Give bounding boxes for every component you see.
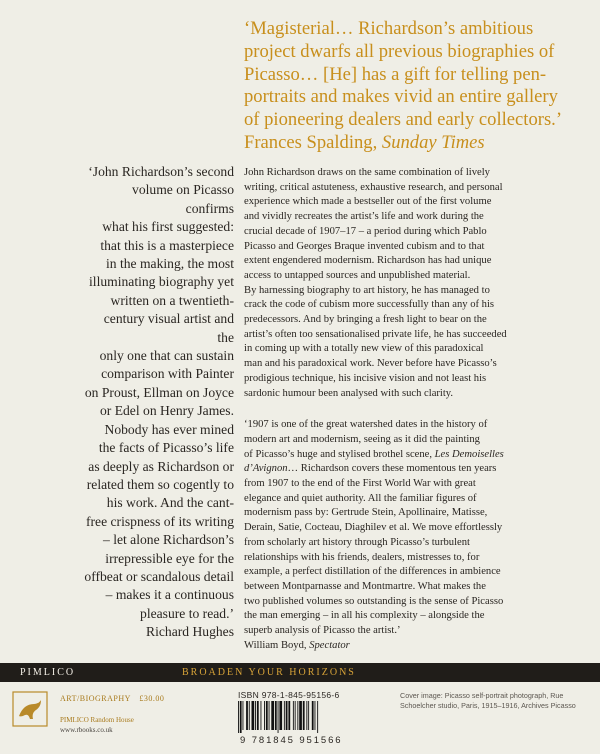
quote-line: the facts of Picasso’s life <box>98 440 234 456</box>
text-line <box>244 448 574 463</box>
barcode-number: 9 781845 951566 <box>240 735 343 746</box>
quote-line: portraits and makes vivid an entire gallery <box>244 86 558 108</box>
quote-line: only one that can sustain <box>99 348 234 364</box>
barcode-bar <box>255 701 256 730</box>
quote-line: – let alone Richardson’s <box>103 532 234 548</box>
description-paragraph <box>244 166 574 401</box>
text-line: Picasso and Georges Braque invented cubism and to that <box>244 240 485 252</box>
bird-logo-icon <box>12 691 48 727</box>
text-line: crack the code of cubism more successfully than any of his <box>244 299 495 311</box>
book-category: ART/BIOGRAPHY <box>60 694 131 703</box>
text-line: predecessors. And by bringing a fresh light to bear on the <box>244 314 487 326</box>
text-line: artist’s often too sensationalised private life, he has succeeded <box>244 328 507 340</box>
barcode-bar <box>243 701 244 730</box>
quote-line: or Edel on Henry James. <box>99 403 234 419</box>
quote-line: pleasure to read.’ <box>140 605 234 621</box>
publisher-website: www.rbooks.co.uk <box>60 726 113 734</box>
quote-line: as deeply as Richardson or <box>88 458 234 474</box>
spectator-review-quote <box>244 418 574 653</box>
quote-line: of pioneering dealers and early collectors.’ <box>244 109 563 131</box>
quote-line: free crispness of its writing <box>86 513 234 529</box>
quote-source: Spectator <box>309 639 350 651</box>
barcode-bar <box>303 701 305 730</box>
barcode-bar <box>306 701 307 730</box>
category-and-price <box>60 694 170 703</box>
barcode-bar <box>286 701 288 730</box>
publisher-line: PIMLICO Random House <box>60 716 134 724</box>
lead-review-quote <box>244 18 580 155</box>
text-line: and vividly recreates the artist’s life and work during the <box>244 211 484 223</box>
quote-attribution <box>244 639 574 654</box>
barcode-bar <box>257 701 259 730</box>
text-line <box>244 462 574 477</box>
barcode-bar <box>266 701 268 730</box>
barcode-bar <box>261 701 262 730</box>
text-line: two published volumes so outstanding is the sense of Picasso <box>244 595 504 607</box>
quote-line: his work. And the cant- <box>106 495 234 511</box>
quote-line: ‘Magisterial… Richardson’s ambitious <box>244 18 534 39</box>
text-line: extent engendered modernism. Richardson has had unique <box>244 255 492 267</box>
barcode-bar <box>279 701 282 730</box>
barcode-bar <box>264 701 265 730</box>
text-line: between Montparnasse and Montmartre. What makes the <box>244 580 486 592</box>
text-line: prodigious technique, his incisive vision and not least his <box>244 372 487 384</box>
publisher-band <box>0 663 600 682</box>
barcode-bar <box>238 701 239 733</box>
text-line: By harnessing biography to art history, he has managed to <box>244 284 490 296</box>
quote-line: in the making, the most <box>106 256 234 272</box>
text-line: from 1907 to the end of the First World War with great <box>244 478 476 490</box>
quote-source: Sunday Times <box>381 131 485 153</box>
barcode-bar <box>278 701 279 733</box>
publisher-name: PIMLICO <box>20 667 76 678</box>
barcode-bar <box>284 701 285 730</box>
book-description <box>244 166 574 654</box>
left-review-quote <box>84 163 234 642</box>
quote-line: written on a twentieth- <box>110 292 234 308</box>
barcode-bar <box>297 701 298 730</box>
text-line: the man emerging – in all his complexity – alongside the <box>244 610 485 622</box>
quote-line: Nobody has ever mined <box>104 421 234 437</box>
quote-attribution <box>244 132 580 155</box>
barcode-bar <box>308 701 309 730</box>
quote-line: that this is a masterpiece <box>100 237 234 253</box>
barcode-bar <box>317 701 318 733</box>
barcode-bar <box>240 701 242 733</box>
text-line: from scholarly art history through Picasso’s turbulent <box>244 536 470 548</box>
text-line: superb analysis of Picasso the artist.’ <box>244 625 401 637</box>
quote-line: comparison with Painter <box>101 366 234 382</box>
text-line: experience which made a bestseller out of the first volume <box>244 196 492 208</box>
barcode-bar <box>288 701 290 730</box>
text-line: modernism pass by: Gertrude Stein, Apollinaire, Matisse, <box>244 507 488 519</box>
book-price: £30.00 <box>139 694 165 703</box>
barcode-bar <box>312 701 314 730</box>
quote-author: William Boyd, <box>244 639 310 651</box>
barcode-bar <box>252 701 255 730</box>
isbn-label: ISBN 978-1-845-95156-6 <box>238 690 340 700</box>
quote-line: project dwarfs all previous biographies of <box>244 40 555 62</box>
book-title-italic: d’Avignon <box>244 463 288 475</box>
barcode-bar <box>249 701 250 730</box>
text-line: modern art and modernism, seeing as it did the painting <box>244 433 480 445</box>
quote-line: related them so cogently to <box>86 476 234 492</box>
quote-line: illuminating biography yet <box>89 274 234 290</box>
book-title-italic: Les Demoiselles <box>434 448 504 460</box>
barcode-bar <box>293 701 294 730</box>
barcode-bar <box>275 701 277 730</box>
barcode-bar <box>269 701 270 730</box>
barcode-bar <box>271 701 274 730</box>
quote-line: ‘John Richardson’s second <box>88 164 234 179</box>
text-line: man and his paradoxical work. Never before have Picasso’s <box>244 358 497 370</box>
quote-author: Frances Spalding, <box>244 131 382 153</box>
quote-line: volume on Picasso confirms <box>132 182 234 216</box>
text-line: sardonic humour been analysed with such clarity. <box>244 387 454 399</box>
quote-line: Picasso… [He] has a gift for telling pen- <box>244 63 547 85</box>
text-segment: of Picasso’s huge and stylised brothel scene, <box>244 448 435 460</box>
barcode-bar <box>315 701 316 730</box>
text-line: ‘1907 is one of the great watershed dates in the history of <box>244 419 488 431</box>
quote-line: on Proust, Ellman on Joyce <box>84 384 234 400</box>
text-line: in coming up with a totally new view of this paradoxical <box>244 343 484 355</box>
barcode-bar <box>299 701 302 730</box>
publisher-slogan: BROADEN YOUR HORIZONS <box>182 667 356 678</box>
text-line: relationships with his friends, dealers, mistresses to, for <box>244 551 480 563</box>
barcode-bar <box>295 701 296 730</box>
text-line: crucial decade of 1907–17 – a period during which Pablo <box>244 225 487 237</box>
barcode <box>238 701 354 733</box>
quote-line: irrepressible eye for the <box>105 550 234 566</box>
text-line: Derain, Satie, Cocteau, Diaghilev et al. We move effortlessly <box>244 522 503 534</box>
text-line: example, a perfect distillation of the differences in ambience <box>244 566 501 578</box>
quote-line: what his first suggested: <box>102 219 234 235</box>
text-segment: … Richardson covers these momentous ten years <box>287 463 497 475</box>
quote-author: Richard Hughes <box>146 624 234 640</box>
quote-line: – makes it a continuous <box>105 587 234 603</box>
text-line: access to untapped sources and unpublished material. <box>244 269 471 281</box>
cover-image-credit: Cover image: Picasso self-portrait photograph, Rue Schoelcher studio, Paris, 1915–1916, Archives Picasso <box>400 691 576 710</box>
text-line: writing, critical astuteness, exhaustive research, and personal <box>244 181 503 193</box>
quote-line: offbeat or scandalous detail <box>84 568 234 584</box>
quote-line: century visual artist and the <box>103 311 234 345</box>
barcode-bar <box>246 701 248 730</box>
text-line: elegance and quiet authority. All the familiar figures of <box>244 492 477 504</box>
text-line: John Richardson draws on the same combination of lively <box>244 167 490 178</box>
